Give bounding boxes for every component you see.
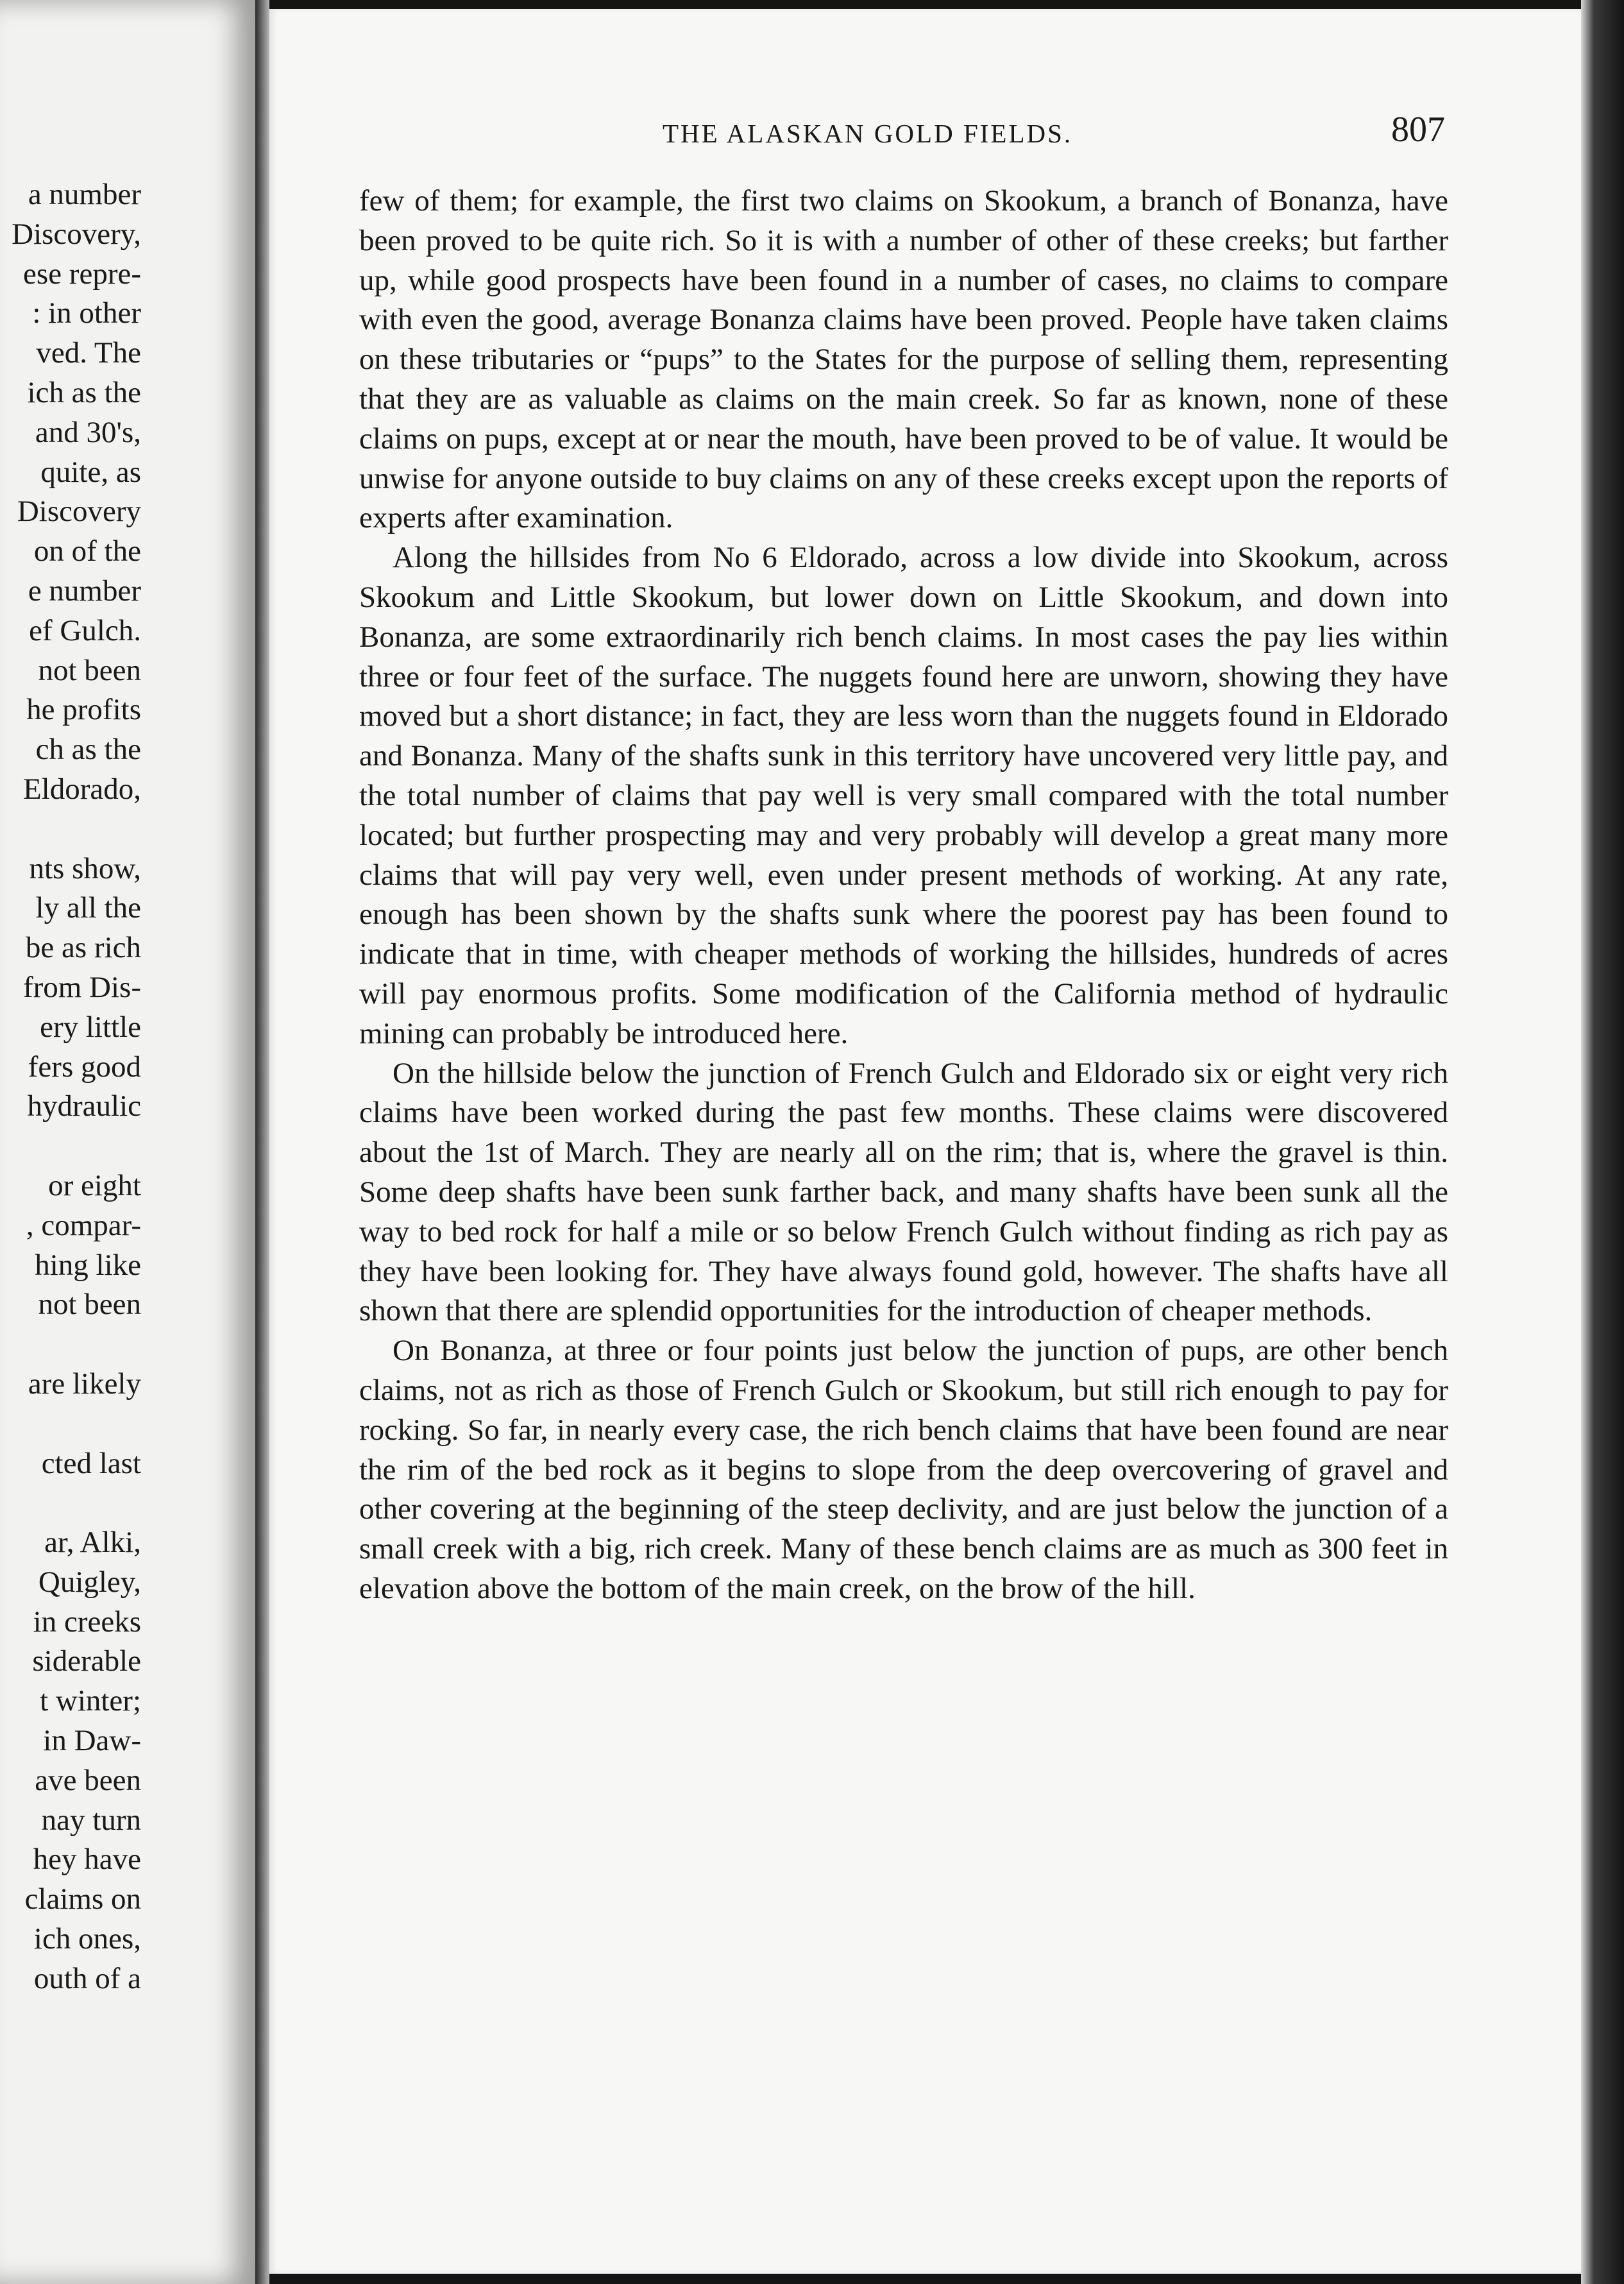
previous-page-line: a number bbox=[28, 178, 141, 211]
page-number: 807 bbox=[1391, 110, 1445, 149]
previous-page-line: : in other bbox=[32, 296, 141, 330]
previous-page-line: t winter; bbox=[40, 1684, 141, 1718]
previous-page-line: or eight bbox=[48, 1168, 141, 1202]
previous-page-line: ich as the bbox=[27, 375, 141, 409]
previous-page-line: ly all the bbox=[35, 891, 141, 925]
previous-page-line: ved. The bbox=[36, 336, 141, 370]
previous-page-line: be as rich bbox=[25, 931, 141, 965]
previous-page-line: he profits bbox=[26, 693, 141, 727]
previous-page-line: nts show, bbox=[29, 851, 141, 885]
previous-page-line: Discovery bbox=[17, 495, 141, 529]
paragraph-1: few of them; for example, the first two claims on Skookum, a branch of Bonanza, have been proved to be quite rich. So it is with a number of other of these creeks; but farther up, while good prospects have been found in a number of cases, no claims to compare with even the good, average Bonanza claims have been proved. People have taken claims on these tributaries or “pups” to the States for the purpose of selling them, representing that they are as valuable as claims on the main creek. So far as known, none of these claims on pups, except at or near the mouth, have been proved to be of value. It would be unwise for anyone outside to buy claims on any of these creeks except upon the reports of experts after examination. bbox=[359, 184, 1448, 535]
previous-page-line: ch as the bbox=[35, 733, 141, 767]
previous-page-line: hydraulic bbox=[27, 1089, 141, 1123]
previous-page-line: Eldorado, bbox=[22, 772, 141, 806]
previous-page-line: hing like bbox=[35, 1248, 141, 1282]
previous-page-line: claims on bbox=[24, 1882, 141, 1916]
previous-page-line: not been bbox=[38, 653, 141, 687]
previous-page-line bbox=[0, 1483, 255, 1522]
body-text bbox=[359, 182, 1448, 1609]
previous-page-line: and 30's, bbox=[35, 415, 141, 449]
book-gutter bbox=[255, 0, 269, 2284]
previous-page-line: Quigley, bbox=[38, 1565, 141, 1599]
previous-page-line: ar, Alki, bbox=[44, 1526, 141, 1560]
previous-page-line: ef Gulch. bbox=[29, 613, 141, 647]
previous-page-line: on of the bbox=[33, 534, 141, 568]
previous-page-line: not been bbox=[38, 1288, 141, 1322]
previous-page-line: cted last bbox=[41, 1446, 141, 1480]
page-edge-shadow bbox=[1581, 0, 1624, 2284]
previous-page-line: are likely bbox=[28, 1367, 141, 1401]
previous-page-line: ave been bbox=[35, 1763, 141, 1797]
previous-page-line: nay turn bbox=[41, 1803, 141, 1837]
paragraph-2: Along the hillsides from No 6 Eldorado, across a low divide into Skookum, across Skookum and Little Skookum, but lower down on Little Skookum, and down into Bonanza, are some extraordinarily rich bench claims. In most cases the pay lies within three or four feet of the surface. The nuggets found here are unworn, showing they have moved but a short distance; in fact, they are less worn than the nuggets found in Eldorado and Bonanza. Many of the shafts sunk in this territory have uncovered very little pay, and the total number of claims that pay well is very small compared with the total number located; but further prospecting may and very probably will develop a great many more claims that will pay very well, even under present methods of working. At any rate, enough has been shown by the shafts sunk where the poorest pay has been found to indicate that in time, with cheaper methods of working the hillsides, hundreds of acres will pay enormous profits. Some modification of the California method of hydraulic mining can probably be introduced here. bbox=[359, 541, 1448, 1050]
previous-page-line bbox=[0, 809, 255, 849]
previous-page-line: from Dis- bbox=[22, 970, 141, 1004]
page-header bbox=[663, 109, 1445, 160]
previous-page-line: fers good bbox=[28, 1050, 141, 1084]
previous-page-line: ese repre- bbox=[23, 257, 141, 291]
previous-page-line bbox=[0, 1404, 255, 1444]
previous-page-line: Discovery, bbox=[12, 217, 141, 251]
previous-page-line: ery little bbox=[40, 1010, 141, 1044]
paragraph-4: On Bonanza, at three or four points just below the junction of pups, are other bench claims, not as rich as those of French Gulch or Skookum, but still rich enough to pay for rocking. So far, in nearly every case, the rich bench claims that have been found are near the rim of the bed rock as it begins to slope from the deep overcovering of gravel and other covering at the beginning of the steep declivity, and are just below the junction of a small creek with a big, rich creek. Many of these bench claims are as much as 300 feet in elevation above the bottom of the main creek, on the brow of the hill. bbox=[359, 1334, 1448, 1605]
running-title: THE ALASKAN GOLD FIELDS. bbox=[663, 119, 1073, 148]
previous-page-text bbox=[0, 175, 255, 1998]
previous-page-line: , compar- bbox=[26, 1208, 141, 1242]
previous-page-line: e number bbox=[28, 574, 141, 608]
paragraph-3: On the hillside below the junction of French Gulch and Eldorado six or eight very rich claims have been worked during the past few months. These claims were discovered about the 1st of March. They are nearly all on the rim; that is, where the gravel is thin. Some deep shafts have been sunk farther back, and many shafts have been sunk all the way to bed rock for half a mile or so below French Gulch without finding as rich pay as they have been looking for. They have always found gold, however. The shafts have all shown that there are splendid opportunities for the introduction of cheaper methods. bbox=[359, 1056, 1448, 1328]
previous-page-line bbox=[0, 1324, 255, 1364]
previous-page-line: outh of a bbox=[33, 1961, 141, 1995]
previous-page-line: in Daw- bbox=[43, 1724, 141, 1758]
previous-page-line: in creeks bbox=[33, 1605, 141, 1639]
previous-page-line: quite, as bbox=[40, 455, 141, 489]
previous-page-line: hey have bbox=[33, 1843, 141, 1877]
previous-page-line: siderable bbox=[32, 1644, 141, 1678]
previous-page-line: ich ones, bbox=[33, 1922, 141, 1956]
previous-page-line bbox=[0, 1126, 255, 1166]
previous-page-fragment bbox=[0, 0, 255, 2284]
